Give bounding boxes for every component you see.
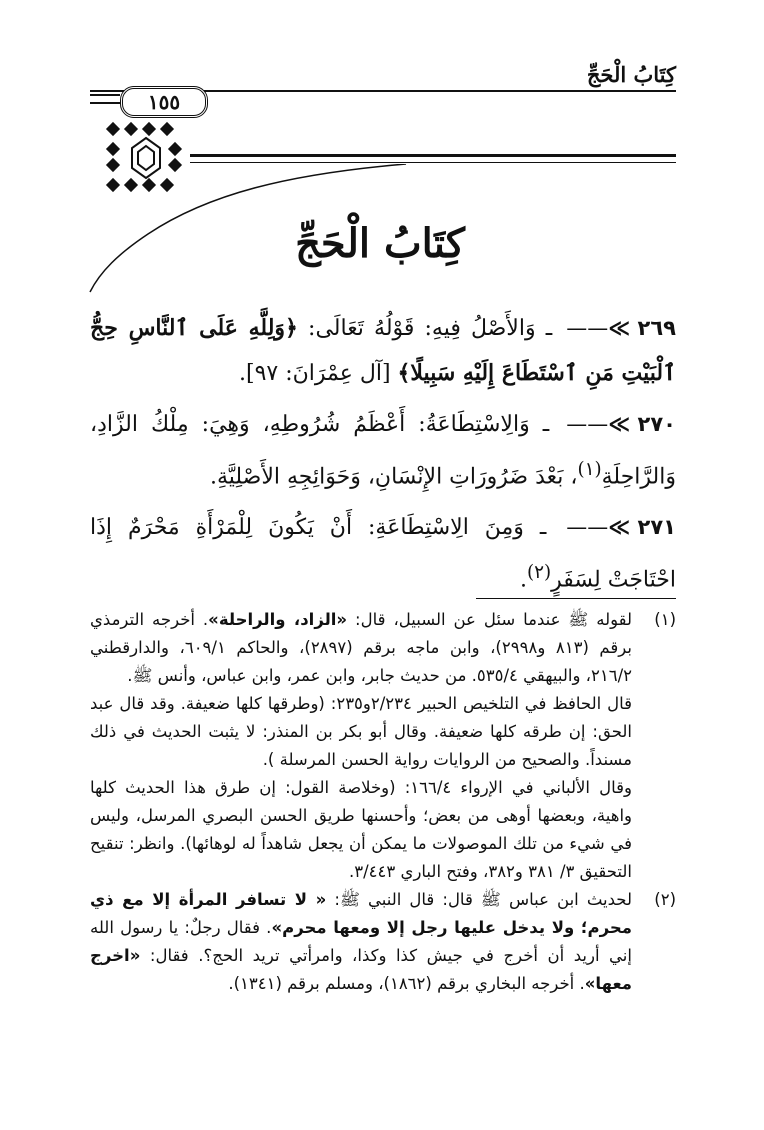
entry-number: ——≪ ٢٧٠: [566, 412, 676, 436]
entry-269: [90, 306, 676, 396]
entry-number: ——≪ ٢٧١: [566, 515, 676, 540]
chapter-title: كِتَابُ الْحَجِّ: [295, 220, 465, 267]
page-number: ١٥٥: [120, 86, 208, 118]
footnote-separator: [476, 598, 676, 599]
running-title: كِتَابُ الْحَجِّ: [586, 62, 676, 87]
footnote-marker[interactable]: (٢): [526, 562, 552, 584]
footnote-2: [90, 886, 676, 998]
verse-reference: [آل عِمْرَانَ: ٩٧].: [238, 361, 398, 386]
footnote-marker[interactable]: (١): [577, 459, 602, 480]
entry-text: ، بَعْدَ ضَرُورَاتِ الإِنْسَانِ، وَحَوَائِجِهِ الأَصْلِيَّةِ.: [209, 464, 578, 490]
entry-text: ـ وَمِنَ الِاسْتِطَاعَةِ: أَنْ يَكُونَ لِلْمَرْأَةِ مَحْرَمٌ إِذَا احْتَاجَتْ لِسَفَرٍ: [90, 515, 676, 593]
title-rule: [190, 154, 676, 157]
header-rule-ornament: [90, 102, 120, 104]
footnotes: [90, 606, 676, 998]
main-text: [90, 306, 676, 609]
quran-verse: ﴿وَلِلَّهِ عَلَى ٱلنَّاسِ حِجُّ ٱلْبَيْتِ مَنِ ٱسْتَطَاعَ إِلَيْهِ سَبِيلًا﴾: [90, 315, 676, 386]
footnote-paragraph: وقال الألباني في الإرواء ١٦٦/٤: (وخلاصة القول: إن طرق هذا الحديث كلها واهية، وبعضها أوهى من بعض؛ وأحسنها طريق الحسن البصري المرسل، وليس في شيء من تلك الموصولات ما يمكن أن يجعل شاهداً له لوهائها). وانظر: تنقيح التحقيق ٣/ ٣٨١ و٣٨٢، وفتح الباري ٣/٤٤٣.: [90, 778, 632, 881]
entry-number: ——≪ ٢٦٩: [566, 316, 676, 340]
header-rule-ornament: [90, 94, 120, 96]
entry-271: [90, 505, 676, 602]
footnote-number: (٢): [654, 890, 676, 909]
footnote-paragraph: لحديث ابن عباس ﷺ قال: قال النبي ﷺ: « لا تسافر المرأة إلا مع ذي محرم؛ ولا يدخل عليها رجل إلا ومعها محرم». فقال رجلٌ: يا رسول الله إني أريد أن أخرج في جيش كذا وكذا، وامرأتي تريد الحج؟. فقال: «اخرج معها». أخرجه البخاري برقم (١٨٦٢)، ومسلم برقم (١٣٤١).: [90, 890, 632, 993]
entry-text: ـ وَالِاسْتِطَاعَةُ: أَعْظَمُ شُرُوطِهِ، وَهِيَ: مِلْكُ الزَّادِ، وَالرَّاحِلَةِ: [90, 412, 676, 490]
footnote-number: (١): [654, 610, 676, 629]
entry-text: ـ وَالأَصْلُ فِيهِ: قَوْلُهُ تَعَالَى:: [297, 316, 553, 341]
entry-270: [90, 402, 676, 499]
title-rule: [190, 162, 676, 163]
footnote-paragraph: قال الحافظ في التلخيص الحبير ٢/٢٣٤و٢٣٥: (وطرقها كلها ضعيفة. وقد قال عبد الحق: إن طرقه كلها ضعيفة. وقال أبو بكر بن المنذر: لا يثبت الحديث في ذلك مسنداً. والصحيح من الروايات رواية الحسن المرسلة ).: [90, 694, 632, 769]
footnote-1: [90, 606, 676, 886]
footnote-paragraph: لقوله ﷺ عندما سئل عن السبيل، قال: «الزاد، والراحلة». أخرجه الترمذي برقم (٨١٣ و٢٩٩٨)، وابن ماجه برقم (٢٨٩٧)، والحاكم ٦٠٩/١، والدارقطني ٢١٦/٢، والبيهقي ٥٣٥/٤. من حديث جابر، وابن عمر، وابن عباس، وأنس ﷺ.: [90, 610, 633, 685]
entry-text: .: [519, 567, 527, 593]
